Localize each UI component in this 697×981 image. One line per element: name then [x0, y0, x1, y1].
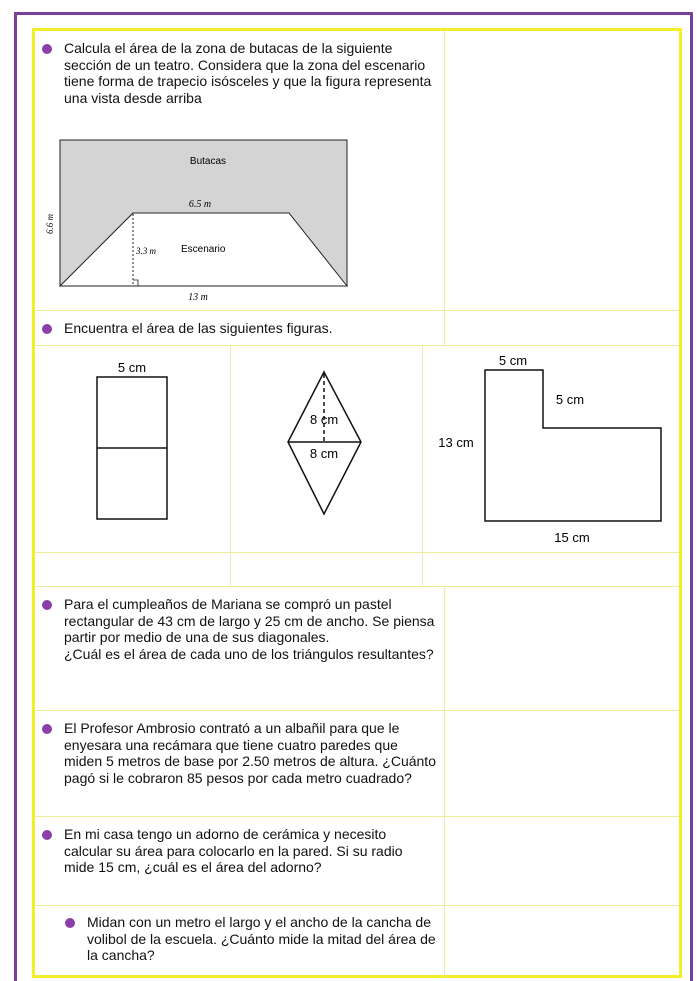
- question-5-text: En mi casa tengo un adorno de cerámica y necesito calcular su área para colocarlo en la pared. Si su radio mide 15 cm, ¿cuál es el área del adorno?: [64, 826, 403, 875]
- row-divider: [35, 905, 679, 906]
- bullet-q4: [42, 724, 52, 734]
- question-3-text: Para el cumpleaños de Mariana se compró un pastel rectangular de 43 cm de largo y 25 cm de ancho. Se piensa partir por medio de una de sus diagonales. ¿Cuál es el área de cada uno de los triángulos resultantes?: [64, 596, 435, 662]
- question-6-text: Midan con un metro el largo y el ancho de la cancha de volibol de la escuela. ¿Cuánto mide la mitad del área de la cancha?: [87, 914, 436, 963]
- right-angle-mark: [133, 280, 138, 286]
- diag1-label: 8 cm: [310, 412, 339, 427]
- base-label: 13 m: [188, 292, 208, 303]
- width-label: 5 cm: [117, 360, 147, 375]
- column-divider: [422, 345, 423, 586]
- column-divider: [444, 31, 445, 345]
- seats-label: Butacas: [189, 156, 227, 167]
- top-label: 5 cm: [498, 353, 528, 368]
- row-divider: [35, 710, 679, 711]
- row-divider: [35, 310, 679, 311]
- question-2-text: Encuentra el área de las siguientes figuras.: [64, 320, 333, 336]
- bullet-q6: [65, 918, 75, 928]
- bullet-q5: [42, 830, 52, 840]
- column-divider: [230, 345, 231, 586]
- height-label: 13 cm: [438, 435, 474, 450]
- stage-label: Escenario: [181, 244, 226, 255]
- figure-two-squares: [80, 352, 190, 532]
- theater-diagram: [40, 138, 355, 308]
- row-divider: [35, 345, 679, 346]
- step-label: 5 cm: [555, 392, 585, 407]
- column-divider: [444, 586, 445, 978]
- row-divider: [35, 816, 679, 817]
- height-label: 3.3 m: [136, 246, 156, 256]
- bullet-q2: [42, 324, 52, 334]
- figure-l-shape: [430, 350, 675, 550]
- question-4-text: El Profesor Ambrosio contrató a un albañil para que le enyesara una recámara que tiene cuatro paredes que miden 5 metros de base por 2.50 metros de altura. ¿Cuánto pagó si le cobraron 85 pesos por cada metro cuadrado?: [64, 720, 436, 786]
- rhombus-outline: [288, 372, 361, 514]
- question-1-text: Calcula el área de la zona de butacas de la siguiente sección de un teatro. Considera que la zona del escenario tiene forma de trapecio isósceles y que la figura representa una vista desde arriba: [64, 40, 432, 106]
- bullet-q1: [42, 44, 52, 54]
- figure-rhombus: [280, 364, 370, 522]
- side-label: 6.6 m: [45, 214, 55, 234]
- base-label: 15 cm: [554, 530, 590, 545]
- row-divider: [35, 586, 679, 587]
- top-label: 6.5 m: [188, 199, 212, 210]
- bullet-q3: [42, 600, 52, 610]
- row-divider: [35, 552, 679, 553]
- diag2-label: 8 cm: [309, 446, 339, 461]
